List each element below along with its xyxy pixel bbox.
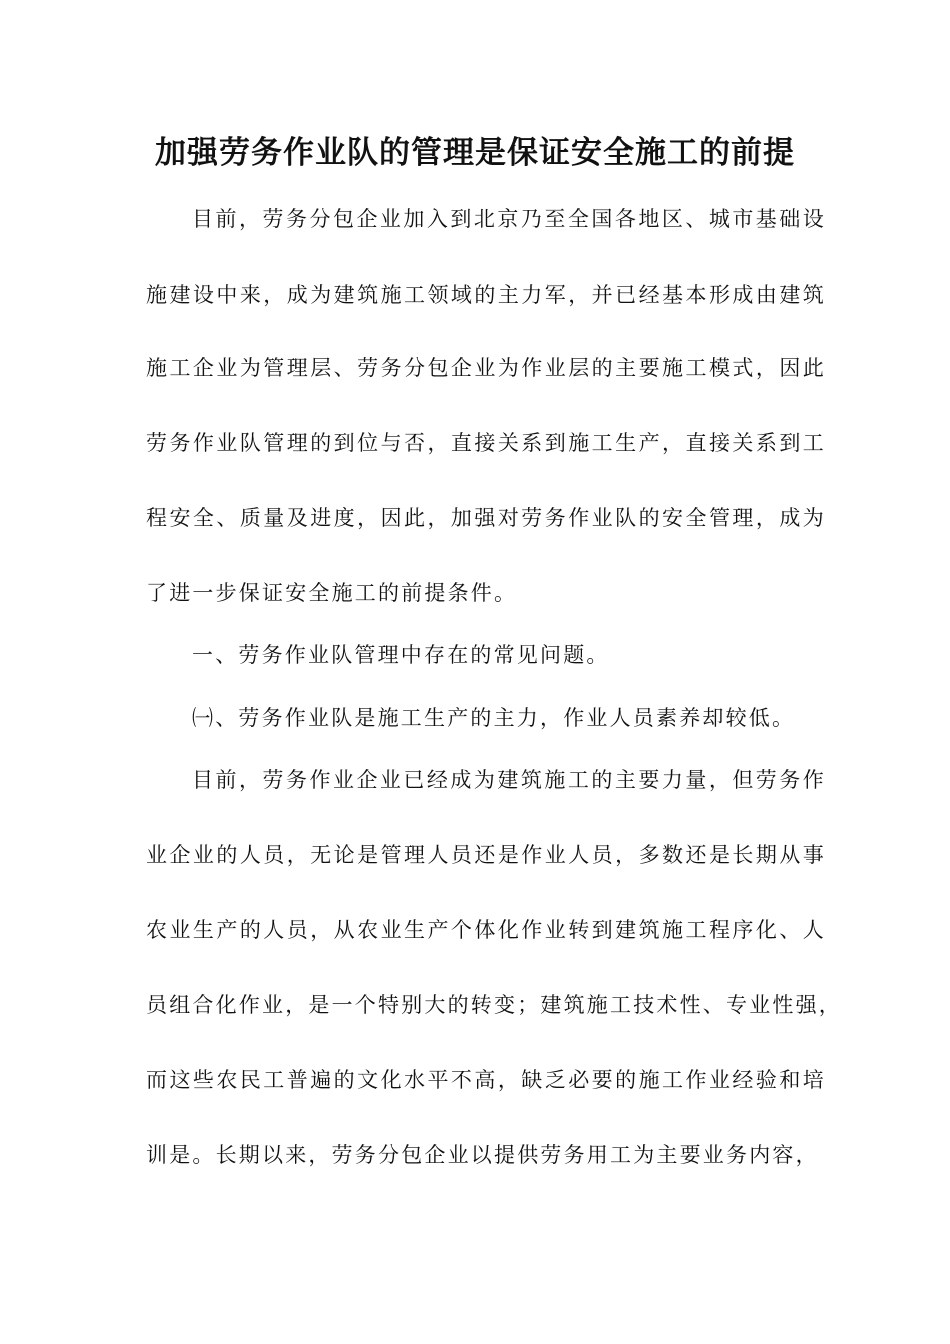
paragraph-1-line-3: 施工企业为管理层、劳务分包企业为作业层的主要施工模式，因此 (146, 356, 826, 380)
paragraph-1-line-1: 目前，劳务分包企业加入到北京乃至全国各地区、城市基础设 (192, 207, 826, 231)
subsection-heading-1: ㈠、劳务作业队是施工生产的主力，作业人员素养却较低。 (192, 706, 796, 730)
paragraph-2-line-2: 业企业的人员，无论是管理人员还是作业人员，多数还是长期从事 (146, 843, 826, 867)
paragraph-1-line-4: 劳务作业队管理的到位与否，直接关系到施工生产，直接关系到工 (146, 431, 826, 455)
paragraph-2-line-1: 目前，劳务作业企业已经成为建筑施工的主要力量，但劳务作 (192, 768, 826, 792)
paragraph-1-line-6: 了进一步保证安全施工的前提条件。 (146, 581, 518, 605)
section-heading-1: 一、劳务作业队管理中存在的常见问题。 (192, 643, 610, 667)
paragraph-1-line-5: 程安全、质量及进度，因此，加强对劳务作业队的安全管理，成为 (146, 506, 826, 530)
document-title: 加强劳务作业队的管理是保证安全施工的前提 (155, 135, 795, 171)
paragraph-1-line-2: 施建设中来，成为建筑施工领域的主力军，并已经基本形成由建筑 (146, 283, 826, 307)
paragraph-2-line-4: 员组合化作业，是一个特别大的转变；建筑施工技术性、专业性强， (146, 993, 842, 1017)
paragraph-2-line-3: 农业生产的人员，从农业生产个体化作业转到建筑施工程序化、人 (146, 918, 826, 942)
paragraph-2-line-5: 而这些农民工普遍的文化水平不高，缺乏必要的施工作业经验和培 (146, 1068, 826, 1092)
paragraph-2-line-6: 训是。长期以来，劳务分包企业以提供劳务用工为主要业务内容， (146, 1143, 819, 1167)
